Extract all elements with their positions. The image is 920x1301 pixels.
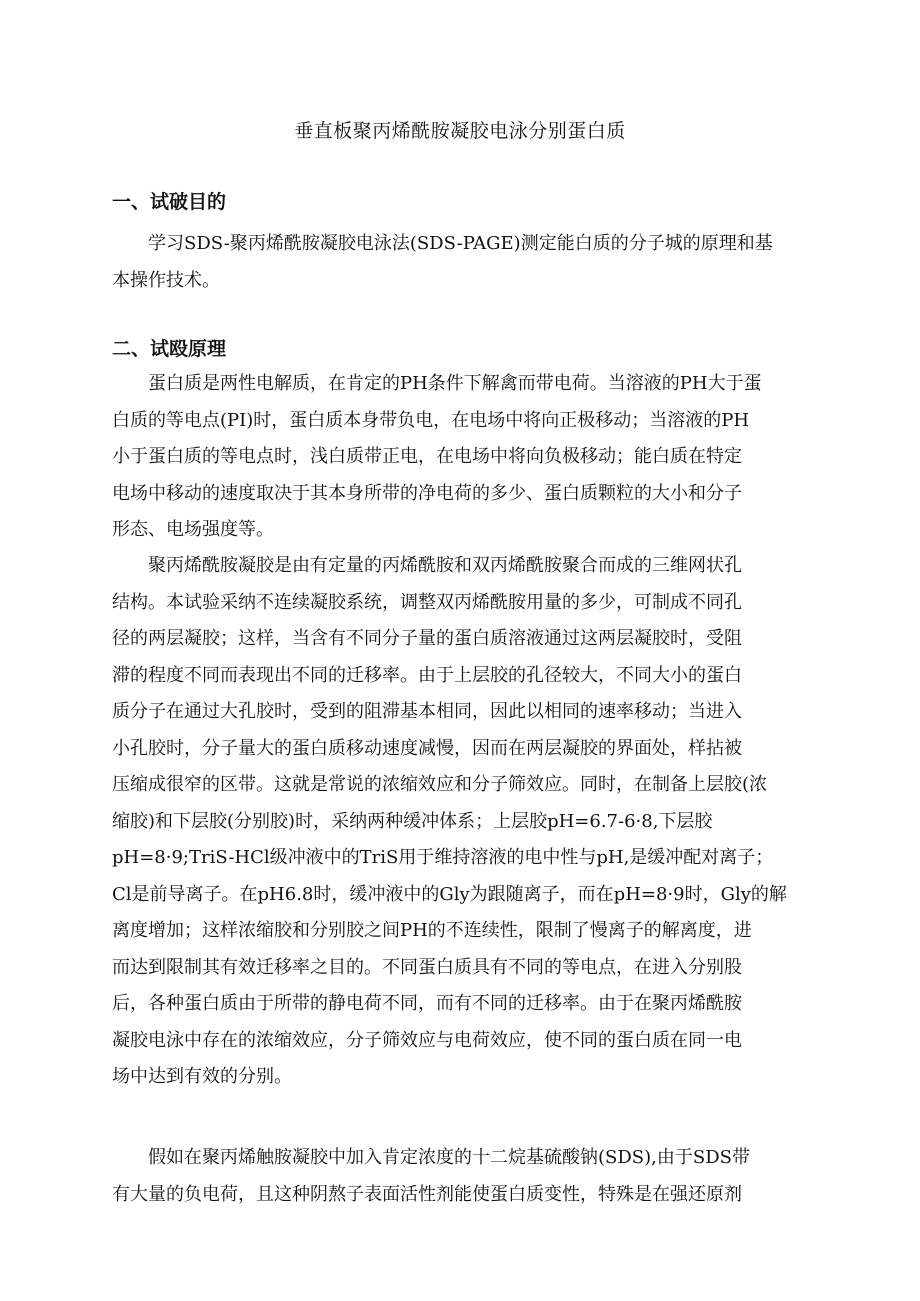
text-line: 学习SDS-聚丙烯酰胺凝胶电泳法(SDS-PAGE)测定能白质的分子城的原理和基 <box>148 233 773 254</box>
text-line: 压缩成很窄的区带。这就是常说的浓缩效应和分子筛效应。同时，在制备上层胶(浓 <box>112 774 768 795</box>
text-line: 滞的程度不同而表现出不同的迁移率。由于上层胶的孔径较大，不同大小的蛋白 <box>112 664 742 686</box>
text-line: 形态、电场强度等。 <box>112 519 274 540</box>
text-line: pH=8·9;TriS-HCl级冲液中的TriS用于维持溶液的电中性与pH,是缓冲配对离子； <box>112 847 774 868</box>
text-line: 凝胶电泳中存在的浓缩效应，分子筛效应与电荷效应，使不同的蛋白质在同一电 <box>112 1029 742 1051</box>
page-title: 垂直板聚丙烯酰胺凝胶电泳分别蛋白质 <box>294 120 626 142</box>
text-line: 假如在聚丙烯触胺凝胶中加入肯定浓度的十二烷基硫酸钠(SDS),由于SDS带 <box>148 1147 750 1168</box>
text-line: 蛋白质是两性电解质，在肯定的PH条件下解禽而带电荷。当溶液的PH大于蛋 <box>148 373 762 394</box>
section-heading-principle: 二、试殴原理 <box>112 338 227 360</box>
text-line: 小于蛋白质的等电点时，浅白质带正电，在电场中将向负极移动；能白质在特定 <box>112 446 742 467</box>
paragraph-principle-2 <box>112 548 824 1096</box>
text-line: 后，各种蛋白质由于所带的静电荷不同，而有不同的迁移率。由于在聚丙烯酰胺 <box>112 993 742 1014</box>
text-line: 结构。本试验采纳不连续凝胶系统，调整双丙烯酰胺用量的多少，可制成不同孔 <box>112 591 742 613</box>
text-line: 聚丙烯酰胺凝胶是由有定量的丙烯酰胺和双丙烯酰胺聚合而成的三维网状孔 <box>148 555 742 576</box>
text-line: 质分子在通过大孔胶时，受到的阻滞基本相同，因此以相同的速率移动；当进入 <box>112 701 742 722</box>
text-line: 本操作技术。 <box>112 269 220 291</box>
text-line: 场中达到有效的分别。 <box>112 1066 292 1087</box>
paragraph-purpose <box>112 226 824 299</box>
paragraph-principle-3 <box>112 1140 824 1213</box>
text-line: 离度增加；这样浓缩胶和分别胶之间PH的不连续性，限制了慢离子的解离度，进 <box>112 920 752 941</box>
paragraph-principle-1 <box>112 366 824 549</box>
text-line: 有大量的负电荷，且这种阴熬子表面活性剂能使蛋白质变性，特殊是在强还原剂 <box>112 1183 742 1205</box>
section-heading-purpose: 一、试破目的 <box>112 191 227 213</box>
text-line: 电场中移动的速度取决于其本身所带的净电荷的多少、蛋白质颗粒的大小和分子 <box>112 482 742 504</box>
text-line: Cl是前导离子。在pH6.8时，缓冲液中的Gly为跟随离子，而在pH=8·9时，Gly的解 <box>112 883 787 905</box>
text-line: 缩胶)和下层胶(分别胶)时，采纳两种缓冲体系；上层胶pH=6.7-6·8,下层胶 <box>112 810 713 832</box>
text-line: 白质的等电点(PI)时，蛋白质本身带负电，在电场中将向正极移动；当溶液的PH <box>112 409 750 431</box>
text-line: 小孔胶时，分子量大的蛋白质移动速度减慢，因而在两层凝胶的界面处，样拈被 <box>112 737 742 759</box>
text-line: 径的两层凝胶；这样，当含有不同分子量的蛋白质溶液通过这两层凝胶时，受阻 <box>112 628 742 649</box>
text-line: 而达到限制其有效迁移率之目的。不同蛋白质具有不同的等电点，在进入分别股 <box>112 956 742 978</box>
